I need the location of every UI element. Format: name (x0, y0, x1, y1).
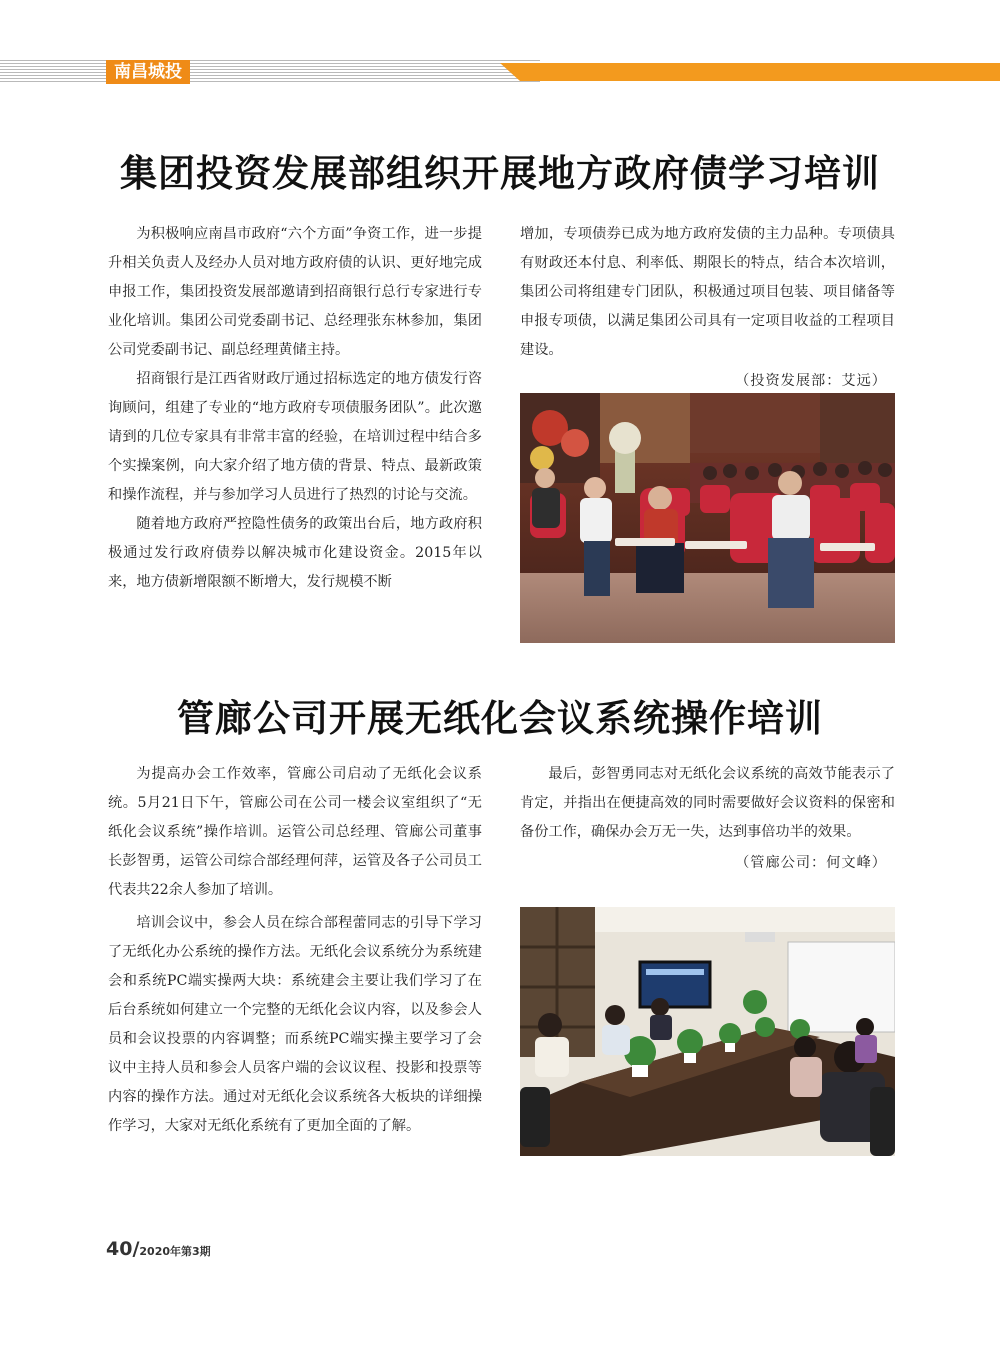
article1-signature: （投资发展部：艾远） (735, 373, 887, 389)
article1-photo (520, 393, 895, 643)
article2-paragraph: 培训会议中，参会人员在综合部程蕾同志的引导下学习了无纸化办公系统的操作方法。无纸化会议系统分为系统建会和系统PC端实操两大块：系统建会主要让我们学习了在后台系统如何建立一个完整的无纸化会议内容，以及参会人员和会议投票的内容调整；而系统PC端实操主要学习了会议中主持人员和参会人员客户端的会议议程、投影和投票等内容的操作方法。通过对无纸化会议系统各大板块的详细操作学习，大家对无纸化系统有了更加全面的了解。 (108, 915, 482, 1134)
article1-right-column (520, 220, 895, 396)
auditorium-photo-illustration (520, 393, 895, 643)
article1-left-column (108, 220, 482, 597)
page-number: 40 (106, 1238, 133, 1260)
header-stripes (0, 60, 540, 84)
article1-paragraph: 随着地方政府严控隐性债务的政策出台后，地方政府积极通过发行政府债券以解决城市化建设资金。2015年以来，地方债新增限额不断增大，发行规模不断 (108, 516, 482, 590)
header-band (0, 60, 1000, 84)
header-orange-bar (500, 63, 1000, 81)
article2-signature: （管廊公司：何文峰） (735, 855, 887, 871)
article1-paragraph: 为积极响应南昌市政府“六个方面”争资工作，进一步提升相关负责人及经办人员对地方政府债的认识、更好地完成申报工作，集团投资发展部邀请到招商银行总行专家进行专业化培训。集团公司党委副书记、总经理张东林参加，集团公司党委副书记、副总经理黄储主持。 (108, 226, 482, 358)
article1-paragraph-continuation: 增加，专项债券已成为地方政府发债的主力品种。专项债具有财政还本付息、利率低、期限长的特点，结合本次培训，集团公司将组建专门团队，积极通过项目包装、项目储备等申报专项债，以满足集团公司具有一定项目收益的工程项目建设。 (520, 226, 895, 358)
article2-left-column (108, 760, 482, 1141)
page-separator: / (132, 1238, 140, 1260)
article1-paragraph: 招商银行是江西省财政厅通过招标选定的地方债发行咨询顾问，组建了专业的“地方政府专项债服务团队”。此次邀请到的几位专家具有非常丰富的经验，在培训过程中结合多个实操案例，向大家介绍了地方债的背景、特点、最新政策和操作流程，并与参加学习人员进行了热烈的讨论与交流。 (108, 371, 482, 503)
article1-title: 集团投资发展部组织开展地方政府债学习培训 (120, 152, 880, 195)
page-footer (106, 1238, 211, 1260)
issue-label: 2020年第3期 (139, 1245, 211, 1258)
article2-right-column (520, 760, 895, 878)
article2-paragraph: 最后，彭智勇同志对无纸化会议系统的高效节能表示了肯定，并指出在便捷高效的同时需要做好会议资料的保密和备份工作，确保办会万无一失，达到事倍功半的效果。 (520, 766, 895, 840)
meeting-room-photo-illustration (520, 907, 895, 1156)
article2-photo (520, 907, 895, 1156)
section-tag: 南昌城投 (106, 60, 190, 84)
article2-title: 管廊公司开展无纸化会议系统操作培训 (177, 697, 823, 740)
article2-paragraph: 为提高办会工作效率，管廊公司启动了无纸化会议系统。5月21日下午，管廊公司在公司一楼会议室组织了“无纸化会议系统”操作培训。运管公司总经理、管廊公司董事长彭智勇，运管公司综合部经理何萍，运管及各子公司员工代表共22余人参加了培训。 (108, 766, 482, 898)
